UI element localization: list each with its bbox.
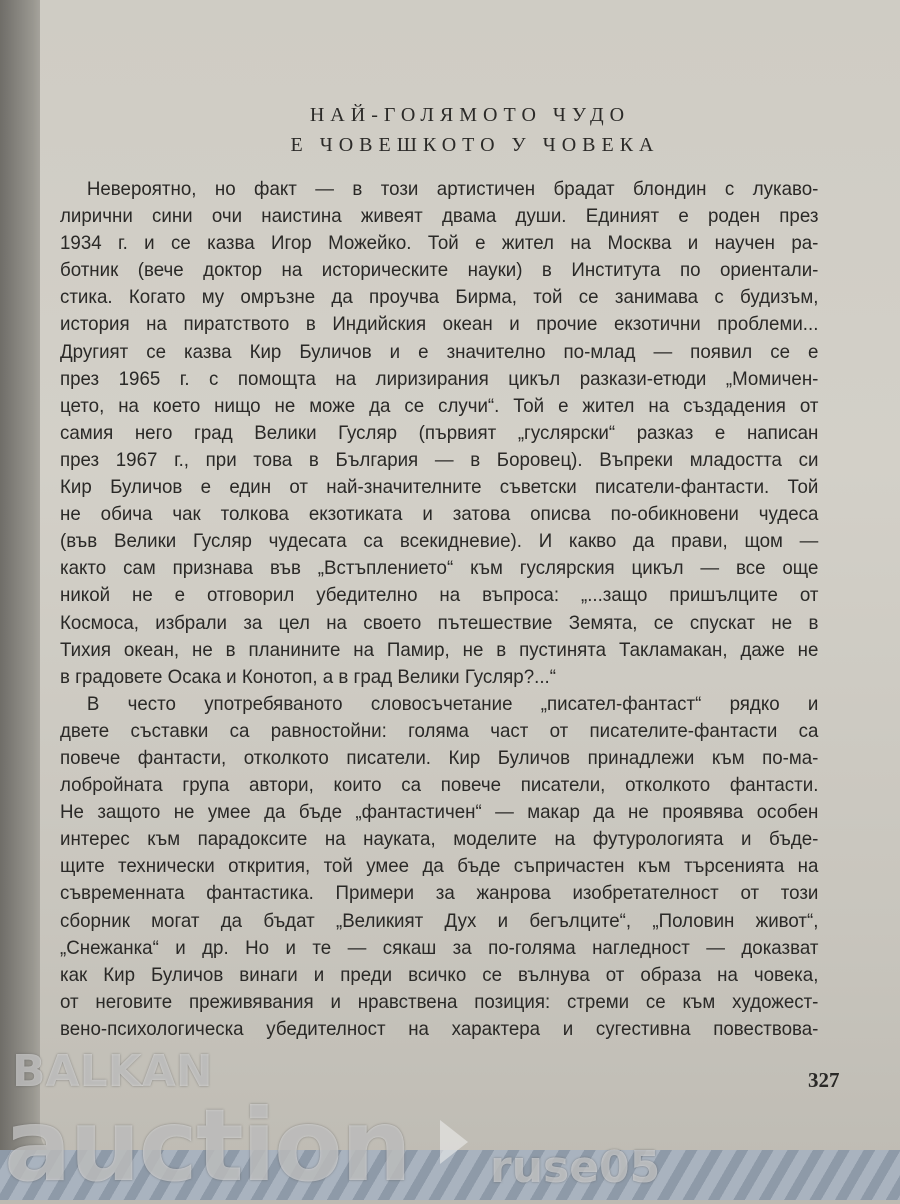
text-line: в градовете Осака и Конотоп, а в град Велики Гусляр?...“ bbox=[60, 665, 556, 688]
text-line: щите технически открития, той умее да бъде съпричастен към търсенията на bbox=[60, 855, 819, 878]
text-line: вено-психологическа убедителност на характера и сугестивна повествова- bbox=[60, 1017, 819, 1040]
text-line: никой не е отговорил убедително на въпроса: „...защо пришълците от bbox=[60, 584, 819, 607]
watermark-balkan: BALKAN bbox=[12, 1046, 213, 1097]
watermark-user: ruse05 bbox=[490, 1142, 661, 1193]
watermark-play-icon bbox=[440, 1120, 468, 1164]
text-line: ботник (вече доктор на историческите науки) в Института по ориентали- bbox=[60, 259, 819, 282]
text-line: 1934 г. и се казва Игор Можейко. Той е жител на Москва и научен ра- bbox=[60, 232, 819, 255]
chapter-title-line-2: Е ЧОВЕШКОТО У ЧОВЕКА bbox=[290, 134, 660, 156]
text-line: Невероятно, но факт — в този артистичен брадат блондин с лукаво- bbox=[86, 178, 819, 200]
text-line: „Снежанка“ и др. Но и те — сякаш за по-голяма нагледност — доказват bbox=[60, 936, 819, 959]
text-line: В често употребяваното словосъчетание „писател-фантаст“ рядко и bbox=[86, 692, 819, 715]
text-line: както сам признава във „Встъплението“ към гуслярския цикъл — все още bbox=[60, 557, 819, 580]
text-line: стика. Когато му омръзне да проучва Бирма, той се занимава с будизъм, bbox=[60, 286, 819, 309]
text-line: как Кир Буличов винаги и преди всичко се вълнува от образа на човека, bbox=[60, 963, 819, 986]
text-line: съвременната фантастика. Примери за жанрова изобретателност от този bbox=[60, 882, 819, 905]
text-line: не обича чак толкова екзотиката и затова описва по-обикновени чудеса bbox=[60, 503, 819, 526]
text-line: самия него град Велики Гусляр (първият „гуслярски“ разказ е написан bbox=[60, 421, 819, 444]
text-line: през 1965 г. с помощта на лиризирания цикъл разкази-етюди „Момичен- bbox=[60, 367, 819, 390]
text-line: през 1967 г., при това в България — в Боровец). Въпреки младостта си bbox=[60, 448, 819, 471]
text-line: цето, на което нищо не може да се случи“. Той е жител на създадения от bbox=[60, 394, 819, 417]
page-number: 327 bbox=[808, 1068, 840, 1092]
text-line: повече фантасти, отколкото писатели. Кир Буличов принадлежи към по-ма- bbox=[60, 746, 819, 769]
body-text bbox=[60, 176, 818, 1043]
text-line: двете съставки са равностойни: голяма част от писателите-фантасти са bbox=[60, 719, 819, 742]
text-line: Другият се казва Кир Буличов и е значително по-млад — появил се е bbox=[60, 340, 819, 363]
watermark-auction: auction bbox=[4, 1087, 410, 1204]
text-line: Не защото не умее да бъде „фантастичен“ — макар да не проявява особен bbox=[60, 801, 819, 824]
text-line: интерес към парадоксите на науката, моделите на футурологията и бъде- bbox=[60, 828, 819, 851]
text-line: история на пиратството в Индийския океан и прочие екзотични проблеми... bbox=[60, 313, 819, 336]
text-line: Кир Буличов е един от най-значителните съветски писатели-фантасти. Той bbox=[60, 476, 819, 499]
text-line: Тихия океан, не в планините на Памир, не в пустинята Такламакан, даже не bbox=[60, 638, 819, 661]
text-line: сборник могат да бъдат „Великият Дух и бегълците“, „Половин живот“, bbox=[60, 909, 819, 932]
text-line: Космоса, избрали за цел на своето пътешествие Земята, се спускат не в bbox=[60, 611, 819, 634]
text-line: (във Велики Гусляр чудесата са всекидневие). И какво да прави, щом — bbox=[60, 530, 819, 553]
text-line: лобройната група автори, които са повече писатели, отколкото фантасти. bbox=[60, 774, 819, 797]
text-line: от неговите преживявания и нравствена позиция: стреми се към художест- bbox=[60, 990, 819, 1013]
text-line: лирични сини очи наистина живеят двама души. Единият е роден през bbox=[60, 205, 819, 228]
chapter-title-line-1: НАЙ-ГОЛЯМОТО ЧУДО bbox=[309, 104, 631, 126]
